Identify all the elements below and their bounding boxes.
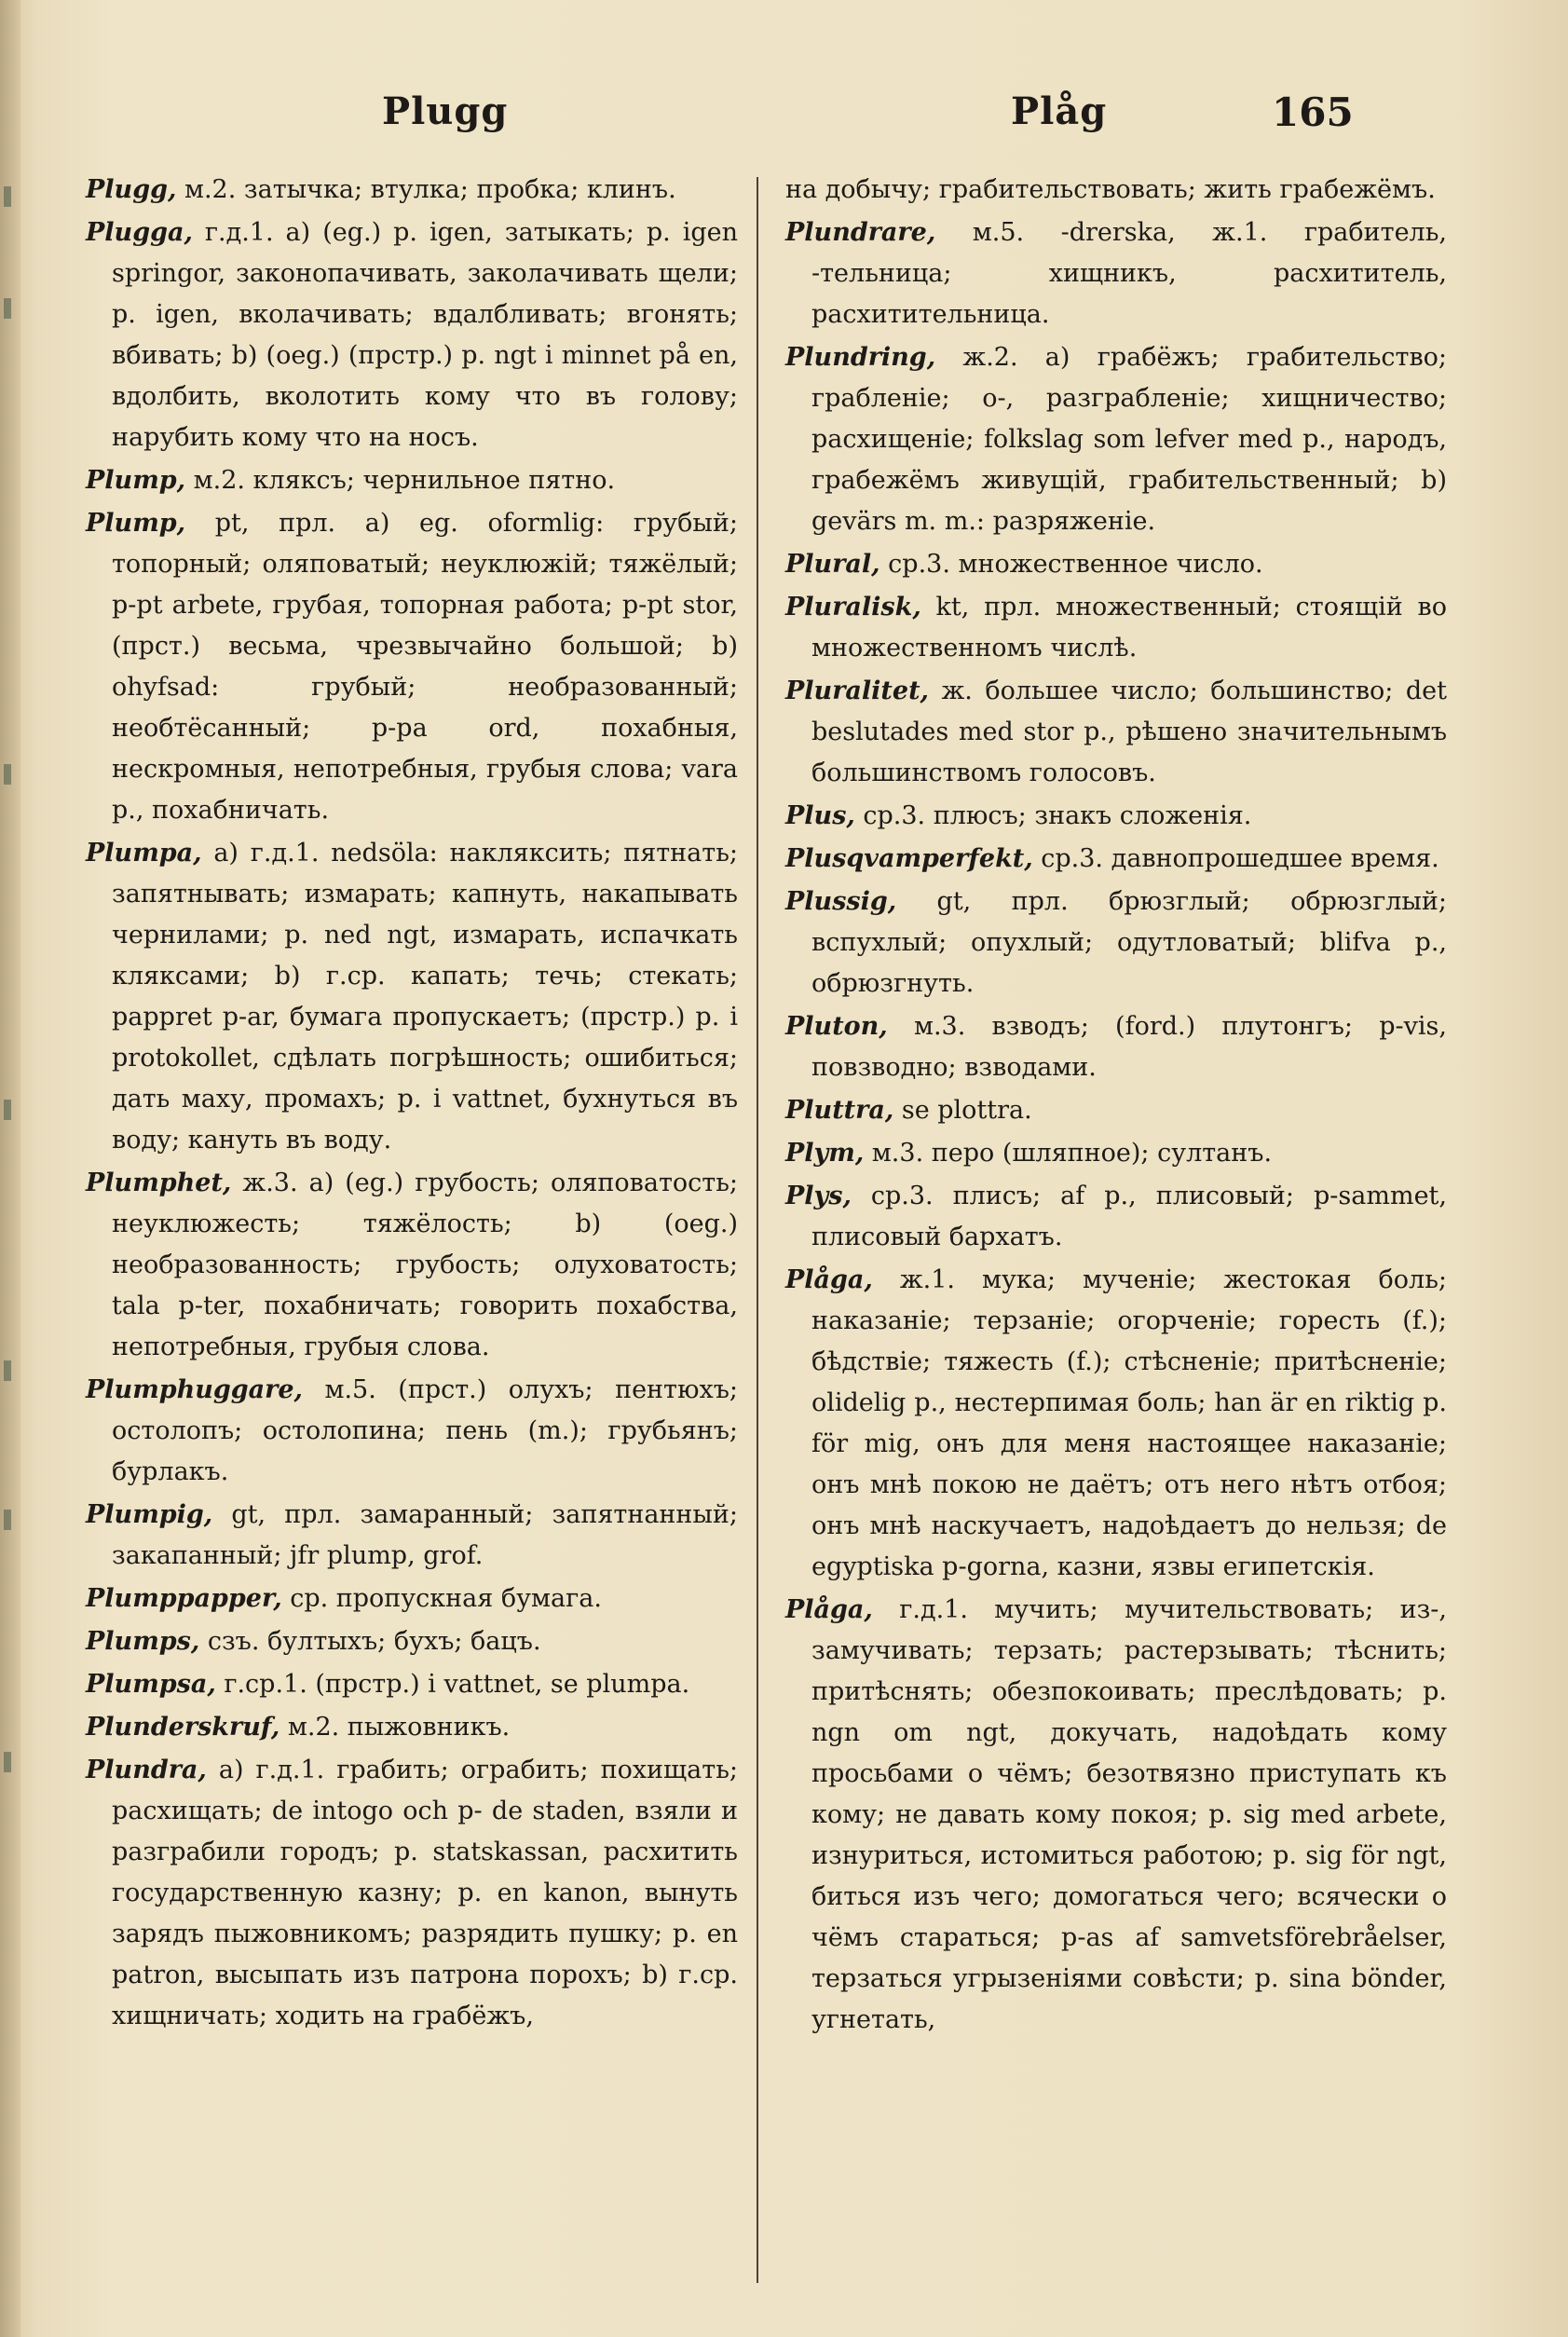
dictionary-entry	[785, 882, 1447, 1004]
entry-definition: se plottra.	[893, 1096, 1032, 1125]
entry-headword: Plumpsa,	[86, 1670, 216, 1699]
dictionary-entry	[86, 1163, 738, 1368]
dictionary-entry	[785, 1133, 1447, 1174]
header-left-word: Plugg	[382, 89, 509, 133]
entry-definition: ср.3. плюсъ; знакъ сложенія.	[854, 801, 1252, 830]
entry-headword: Plumpa,	[86, 839, 202, 868]
edge-mark	[4, 1360, 11, 1381]
entry-headword: Pluralitet,	[785, 676, 929, 705]
dictionary-entry	[86, 1664, 738, 1705]
entry-definition: г.д.1. a) (eg.) p. igen, затыкать; p. igen springor, законопачивать, заколачивать щели; p. igen, вколачивать; вдалбливать; вгонять; вбивать; b) (oeg.) (прстр.) p. ngt i minnet på en, вдолбить, вколотить кому что въ голову; нарубить кому что на носъ.	[112, 218, 738, 452]
dictionary-entry	[86, 833, 738, 1161]
edge-mark	[4, 298, 11, 319]
entry-definition: м.2. затычка; втулка; пробка; клинъ.	[176, 175, 676, 204]
entry-definition: ж.2. a) грабёжъ; грабительство; грабленіе; о-, разграбленіе; хищничество; расхищеніе; folkslag som lefver med p., народъ, грабежёмъ живущій, грабительственный; b) gevärs m. m.: разряженіе.	[811, 343, 1447, 536]
edge-mark	[4, 1510, 11, 1530]
entry-headword: Plump,	[86, 509, 186, 538]
entry-headword: Plural,	[785, 550, 880, 579]
dictionary-entry	[86, 1370, 738, 1493]
entry-definition: ж.1. мука; мученіе; жестокая боль; наказаніе; терзаніе; огорченіе; горесть (f.); бѣдствіе; тяжесть (f.); стѣсненіе; притѣсненіе; olidelig p., нестерпимая боль; han är en riktig p. för mig, онъ для меня настоящее наказаніе; онъ мнѣ покою не даётъ; отъ него нѣтъ отбоя; онъ мнѣ наскучаетъ, надоѣдаетъ до нельзя; de egyptiska p-gorna, казни, язвы египетскія.	[811, 1265, 1447, 1581]
dictionary-entry	[785, 839, 1447, 880]
entry-definition: м.5. (прст.) олухъ; пентюхъ; остолопъ; остолопина; пень (m.); грубьянъ; бурлакъ.	[112, 1375, 738, 1486]
entry-headword: Plundrare,	[785, 218, 936, 247]
running-header	[0, 89, 1568, 145]
entry-headword: Plumphet,	[86, 1168, 232, 1197]
dictionary-entry	[785, 1090, 1447, 1131]
entry-definition: a) г.д.1. nedsöla: накляксить; пятнать; запятнывать; измарать; капнуть, накапывать чернилами; p. ned ngt, измарать, испачкать кляксами; b) г.ср. капать; течь; стекать; pappret p-ar, бумага пропускаетъ; (прстр.) p. i protokollet, сдѣлать погрѣшность; ошибиться; дать маху, промахъ; p. i vattnet, бухнуться въ воду; кануть въ воду.	[112, 839, 738, 1155]
entry-headword: Plump,	[86, 466, 186, 495]
dictionary-entry	[86, 1495, 738, 1577]
entry-definition: ср.3. множественное число.	[879, 550, 1263, 579]
entry-headword: Plus,	[785, 801, 855, 830]
dictionary-entry	[86, 460, 738, 501]
entry-definition: м.2. кляксъ; чернильное пятно.	[185, 466, 616, 495]
entry-headword: Plumphuggare,	[86, 1375, 303, 1404]
entry-headword: Plussig,	[785, 887, 897, 916]
right-column	[785, 170, 1447, 2043]
header-right-word: Plåg	[1011, 89, 1108, 133]
dictionary-entry	[86, 1621, 738, 1662]
dictionary-entry	[785, 1260, 1447, 1588]
dictionary-entry	[785, 544, 1447, 585]
entry-definition: м.5. -drerska, ж.1. грабитель, -тельница; хищникъ, расхититель, расхитительница.	[811, 218, 1447, 329]
entry-definition: kt, прл. множественный; стоящій во множественномъ числѣ.	[811, 593, 1447, 663]
entry-headword: Plåga,	[785, 1595, 873, 1624]
entry-definition: ср. пропускная бумага.	[281, 1584, 602, 1613]
dictionary-entry	[785, 170, 1447, 211]
dictionary-entry	[86, 503, 738, 831]
dictionary-entry	[86, 212, 738, 458]
entry-headword: Plym,	[785, 1139, 865, 1168]
entry-headword: Plumpig,	[86, 1500, 213, 1529]
entry-definition: ж. большее число; большинство; det beslutades med stor p., рѣшено значительнымъ большинствомъ голосовъ.	[811, 676, 1447, 787]
entry-headword: Plundra,	[86, 1756, 207, 1784]
left-column	[86, 170, 738, 2039]
dictionary-entry	[785, 796, 1447, 837]
entry-definition: м.3. взводъ; (ford.) плутонгъ; p-vis, повзводно; взводами.	[811, 1012, 1447, 1082]
entry-headword: Pluton,	[785, 1012, 888, 1041]
dictionary-entry	[785, 1590, 1447, 2041]
dictionary-entry	[86, 1707, 738, 1748]
entry-headword: Plåga,	[785, 1265, 873, 1294]
entry-definition: ж.3. a) (eg.) грубость; оляповатость; неуклюжесть; тяжёлость; b) (oeg.) необразованность; грубость; олуховатость; tala p-ter, похабничать; говорить похабства, непотребныя, грубыя слова.	[112, 1168, 738, 1361]
dictionary-entry	[785, 587, 1447, 669]
dictionary-entry	[785, 1176, 1447, 1258]
dictionary-entry	[785, 337, 1447, 542]
edge-mark	[4, 764, 11, 785]
entry-definition: г.д.1. мучить; мучительствовать; из-, замучивать; терзать; растерзывать; тѣснить; притѣснять; обезпокоивать; преслѣдовать; p. ngn om ngt, докучать, надоѣдать кому просьбами о чёмъ; безотвязно приступать къ кому; не давать кому покоя; p. sig med arbete, изнуриться, истомиться работою; p. sig för ngt, биться изъ чего; домогаться чего; всячески о чёмъ стараться; p-as af samvetsförebråelser, терзаться угрызеніями совѣсти; p. sina bönder, угнетать,	[811, 1595, 1447, 2034]
page-number: 165	[1272, 89, 1354, 135]
entry-definition: gt, прл. замаранный; запятнанный; закапанный; jfr plump, grof.	[112, 1500, 738, 1570]
entry-definition: a) г.д.1. грабить; ограбить; похищать; расхищать; de intogo och p- de staden, взяли и разграбили городъ; p. statskassan, расхитить государственную казну; p. en kanon, вынуть зарядъ пыжовникомъ; разрядить пушку; p. en patron, высыпать изъ патрона порохъ; b) г.ср. хищничать; ходить на грабёжъ,	[112, 1756, 738, 2030]
page-edge	[0, 0, 20, 2337]
column-divider	[757, 177, 758, 2283]
entry-definition: на добычу; грабительствовать; жить грабежёмъ.	[785, 175, 1436, 204]
edge-mark	[4, 186, 11, 207]
dictionary-entry	[86, 1750, 738, 2037]
entry-headword: Plys,	[785, 1182, 852, 1210]
dictionary-entry	[86, 1578, 738, 1620]
dictionary-entry	[785, 671, 1447, 794]
entry-headword: Plugg,	[86, 175, 177, 204]
entry-definition: ср.3. плисъ; af p., плисовый; p-sammet, плисовый бархатъ.	[811, 1182, 1447, 1251]
entry-headword: Plusqvamperfekt,	[785, 844, 1033, 873]
entry-definition: ср.3. давнопрошедшее время.	[1032, 844, 1439, 873]
dictionary-entry	[785, 1006, 1447, 1088]
dictionary-entry	[785, 212, 1447, 335]
entry-headword: Pluralisk,	[785, 593, 921, 622]
entry-definition: gt, прл. брюзглый; обрюзглый; вспухлый; опухлый; одутловатый; blifva p., обрюзгнуть.	[811, 887, 1447, 998]
edge-mark	[4, 1752, 11, 1772]
entry-headword: Plundring,	[785, 343, 936, 372]
entry-headword: Plumps,	[86, 1627, 200, 1656]
edge-mark	[4, 1100, 11, 1120]
entry-headword: Pluttra,	[785, 1096, 894, 1125]
entry-definition: сзъ. бултыхъ; бухъ; бацъ.	[199, 1627, 541, 1656]
entry-definition: м.2. пыжовникъ.	[280, 1713, 511, 1742]
entry-definition: pt, прл. a) eg. oformlig: грубый; топорный; оляповатый; неуклюжій; тяжёлый; p-pt arbete, грубая, топорная работа; p-pt stor, (прст.) весьма, чрезвычайно большой; b) ohyfsad: грубый; необразованный; необтёсанный; p-pa ord, похабныя, нескромныя, непотребныя, грубыя слова; vara p., похабничать.	[112, 509, 738, 825]
entry-headword: Plumppapper,	[86, 1584, 282, 1613]
entry-definition: г.ср.1. (прстр.) i vattnet, se plumpa.	[215, 1670, 690, 1699]
entry-headword: Plunderskruf,	[86, 1713, 280, 1742]
dictionary-entry	[86, 170, 738, 211]
entry-headword: Plugga,	[86, 218, 193, 247]
entry-definition: м.3. перо (шляпное); султанъ.	[864, 1139, 1273, 1168]
